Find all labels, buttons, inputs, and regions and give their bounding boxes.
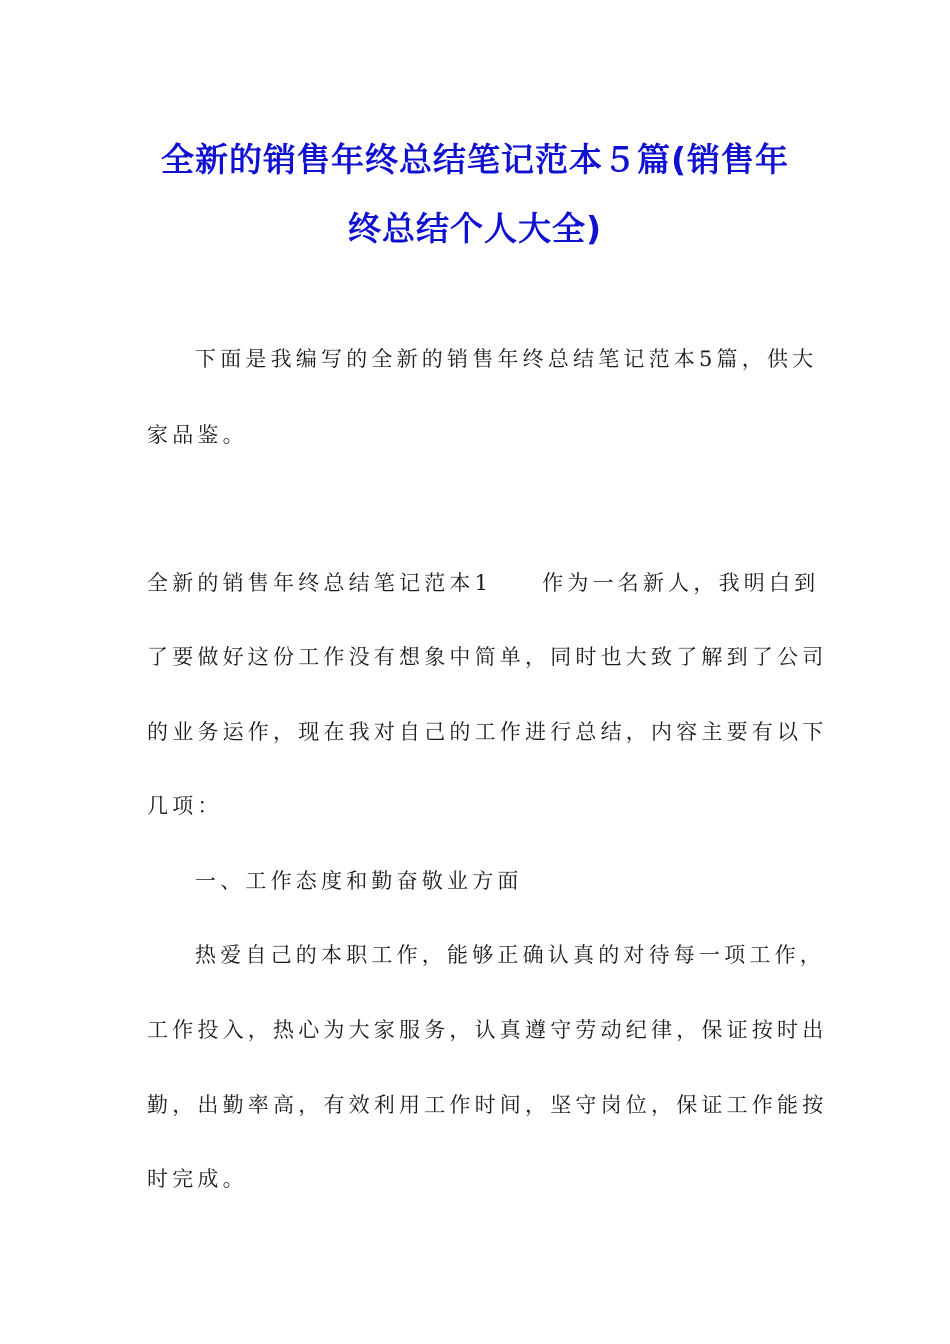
paragraph-line-1: 热爱自己的本职工作，能够正确认真的对待每一项工作，: [195, 943, 825, 967]
subheading: 一、工作态度和勤奋敬业方面: [195, 869, 523, 893]
paragraph-line-2: 工作投入，热心为大家服务，认真遵守劳动纪律，保证按时出: [147, 1018, 828, 1042]
document-title-line-1: 全新的销售年终总结笔记范本５篇(销售年: [160, 140, 790, 179]
section-first-line-text: 作为一名新人，我明白到: [542, 571, 820, 595]
section-first-line: [147, 568, 820, 598]
section-heading: 全新的销售年终总结笔记范本1: [147, 571, 493, 595]
section-line-3: 的业务运作，现在我对自己的工作进行总结，内容主要有以下: [147, 720, 828, 744]
section-line-2: 了要做好这份工作没有想象中简单，同时也大致了解到了公司: [147, 645, 828, 669]
paragraph-line-3: 勤，出勤率高，有效利用工作时间，坚守岗位，保证工作能按: [147, 1093, 828, 1117]
section-line-4: 几项：: [147, 794, 223, 818]
document-title-line-2: 终总结个人大全): [347, 209, 603, 248]
intro-line-1: 下面是我编写的全新的销售年终总结笔记范本5篇，供大: [195, 347, 818, 371]
paragraph-line-4: 时完成。: [147, 1167, 248, 1191]
intro-line-2: 家品鉴。: [147, 423, 248, 447]
